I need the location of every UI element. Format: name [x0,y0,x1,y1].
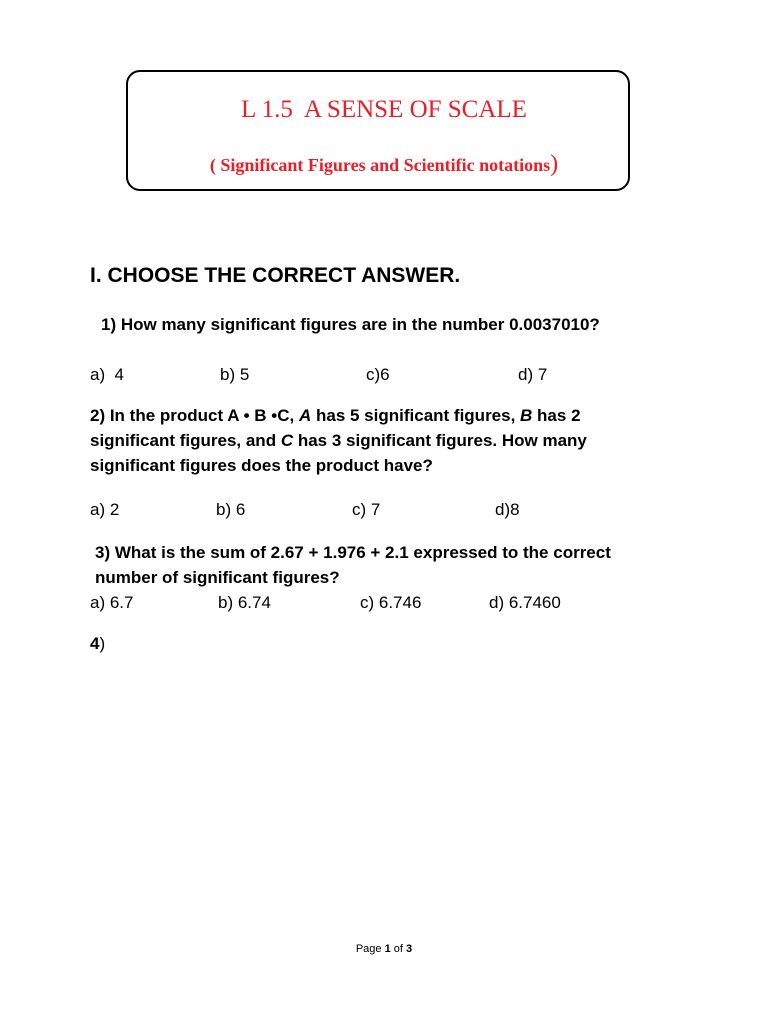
footer-of-label: of [390,943,407,955]
footer-page-total: 3 [406,943,413,955]
page-subtitle [0,151,768,178]
footer-page-current: 1 [384,943,391,955]
subtitle-text: Significant Figures and Scientific notations [220,155,551,175]
question-3-option-b: b) 6.74 [218,593,271,612]
question-2-option-c: c) 7 [352,500,381,519]
variable-c: C [280,431,294,450]
question-1-text: 1) How many significant figures are in the number 0.0037010? [101,315,600,334]
variable-a: A [298,406,312,425]
question-2-line-3: significant figures does the product have? [90,456,433,475]
question-3-text [95,540,611,590]
question-2-option-b: b) 6 [216,500,246,519]
variable-b: B [520,406,533,425]
question-3-line-2: number of significant figures? [95,568,340,587]
question-2-text [90,403,587,478]
question-4-number: 4) [90,634,106,653]
question-3-line-1: 3) What is the sum of 2.67 + 1.976 + 2.1 expressed to the correct [95,543,611,562]
question-3-option-a: a) 6.7 [90,593,134,612]
question-1-option-b: b) 5 [220,365,250,384]
section-heading: I. CHOOSE THE CORRECT ANSWER. [90,264,461,287]
question-2-option-a: a) 2 [90,500,120,519]
footer-page-label: Page [355,943,385,955]
subtitle-open-paren: ( [209,155,221,175]
page-title: L 1.5 A SENSE OF SCALE [241,96,527,123]
question-2-line-1: 2) In the product A • B •C, A has 5 significant figures, B has 2 [90,406,581,425]
question-1-option-c: c)6 [366,365,390,384]
question-3-option-c: c) 6.746 [360,593,422,612]
subtitle-close-paren: ) [550,151,559,177]
question-2-option-d: d)8 [495,500,520,519]
question-1-option-d: d) 7 [518,365,548,384]
question-1-option-a: a) 4 [90,365,125,384]
question-2-line-2: significant figures, and C has 3 significant figures. How many [90,431,587,450]
page-footer [0,943,768,955]
question-3-option-d: d) 6.7460 [489,593,561,612]
